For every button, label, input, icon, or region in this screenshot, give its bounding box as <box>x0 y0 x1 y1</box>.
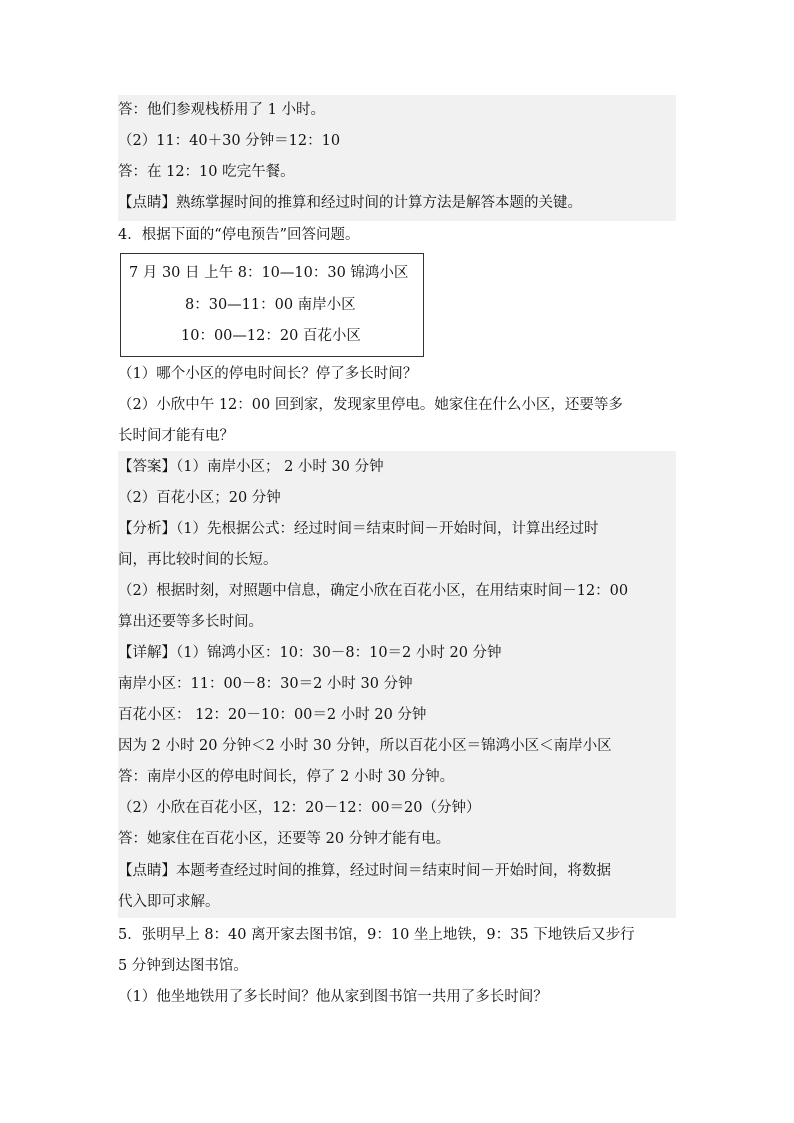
question-5-line: 5．张明早上 8：40 离开家去图书馆，9：10 坐上地铁，9：35 下地铁后又步行 <box>118 927 635 943</box>
answer-line: （2）11：40＋30 分钟＝12：10 <box>118 133 341 149</box>
analysis-line: 【分析】（1）先根据公式：经过时间＝结束时间－开始时间，计算出经过时 <box>118 521 599 537</box>
key-point-line: 【点睛】本题考查经过时间的推算，经过时间＝结束时间－开始时间，将数据 <box>118 863 611 879</box>
analysis-line: 间，再比较时间的长短。 <box>118 552 278 568</box>
answer-line: 【答案】（1）南岸小区； 2 小时 30 分钟 <box>118 459 384 475</box>
question-4-title: 4．根据下面的“停电预告”回答问题。 <box>118 227 360 243</box>
solution-line: 答：她家住在百花小区，还要等 20 分钟才能有电。 <box>118 831 451 847</box>
solution-line: 答：南岸小区的停电时间长，停了 2 小时 30 分钟。 <box>118 769 455 785</box>
notice-line-baihua: 10：00—12：20 百花小区 <box>181 328 361 344</box>
question-4-part-1: （1）哪个小区的停电时间长？停了多长时间？ <box>118 366 418 382</box>
question-4-part-2-continued: 长时间才能有电？ <box>118 428 234 444</box>
question-5-part-1: （1）他坐地铁用了多长时间？他从家到图书馆一共用了多长时间？ <box>118 989 548 1005</box>
key-point-line: 【点睛】熟练掌握时间的推算和经过时间的计算方法是解答本题的关键。 <box>118 195 582 211</box>
answer-line: （2）百花小区；20 分钟 <box>118 490 281 506</box>
solution-line: （2）小欣在百花小区，12：20－12：00＝20（分钟） <box>118 800 481 816</box>
solution-line: 因为 2 小时 20 分钟＜2 小时 30 分钟，所以百花小区＝锦鸿小区＜南岸小区 <box>118 738 612 754</box>
key-point-line: 代入即可求解。 <box>118 894 220 910</box>
answer-line: 答：在 12：10 吃完午餐。 <box>118 164 295 180</box>
solution-line: 南岸小区：11：00－8：30＝2 小时 30 分钟 <box>118 676 413 692</box>
analysis-line: （2）根据时刻，对照题中信息，确定小欣在百花小区，在用结束时间－12：00 <box>118 583 629 599</box>
notice-line-nanan: 8：30—11：00 南岸小区 <box>185 297 356 313</box>
solution-line: 【详解】（1）锦鸿小区：10：30－8：10＝2 小时 20 分钟 <box>118 645 502 661</box>
question-4-part-2: （2）小欣中午 12：00 回到家，发现家里停电。她家住在什么小区，还要等多 <box>118 397 623 413</box>
analysis-line: 算出还要等多长时间。 <box>118 614 263 630</box>
question-5-line: 5 分钟到达图书馆。 <box>118 958 248 974</box>
notice-line-jinhong: 7 月 30 日 上午 8：10—10：30 锦鸿小区 <box>129 265 409 281</box>
solution-line: 百花小区： 12：20－10：00＝2 小时 20 分钟 <box>118 707 427 723</box>
power-outage-notice <box>120 253 424 357</box>
answer-line: 答：他们参观栈桥用了 1 小时。 <box>118 102 325 118</box>
